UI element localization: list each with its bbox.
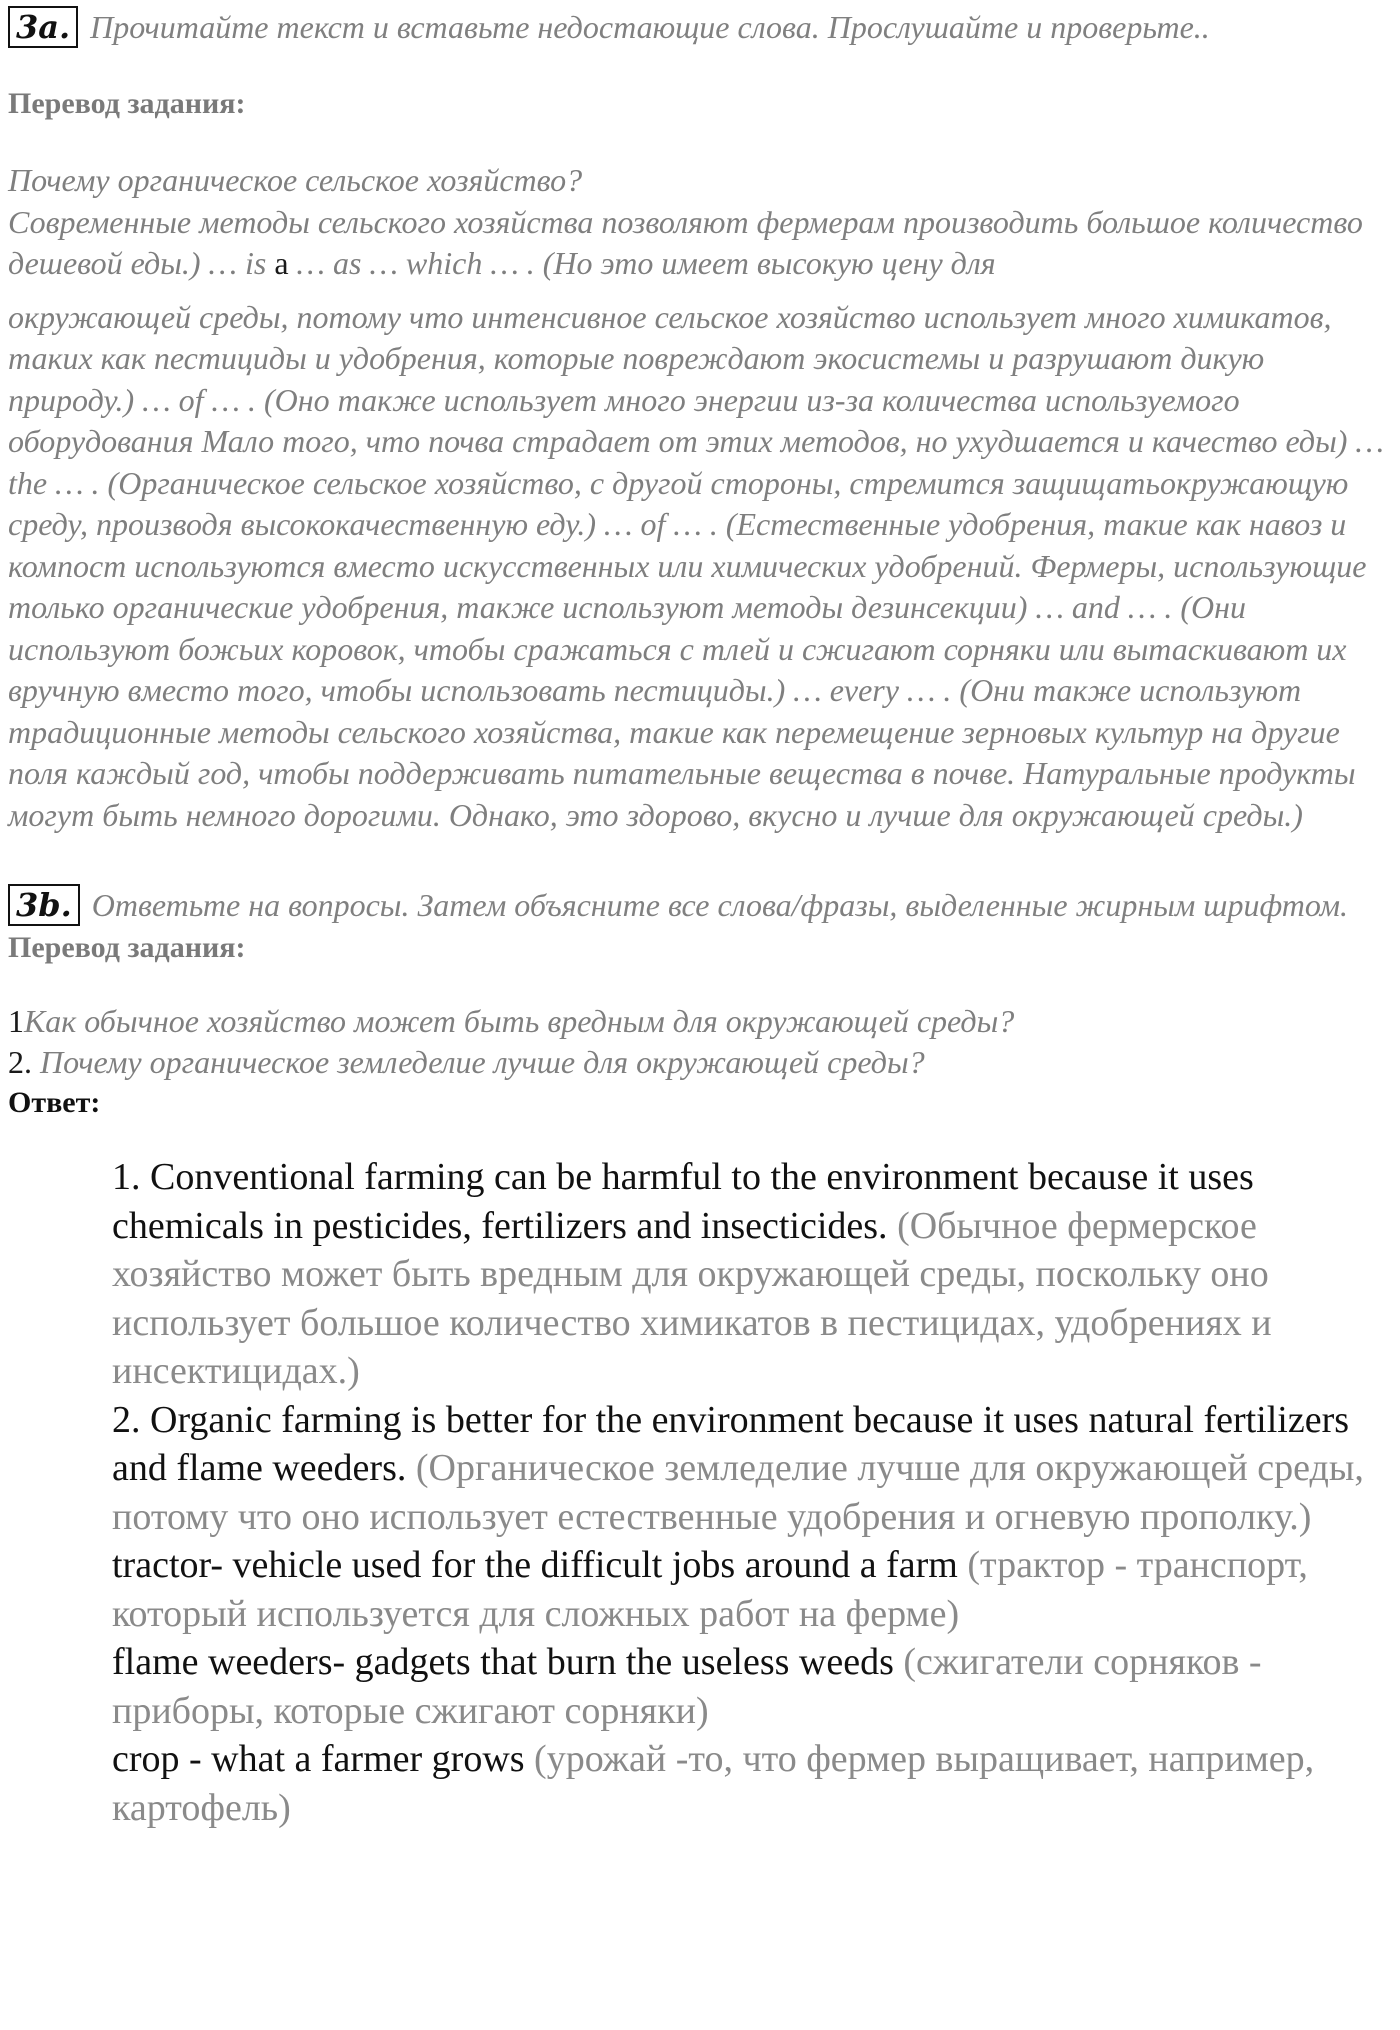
question-2 xyxy=(8,1042,1392,1083)
question-1 xyxy=(8,1001,1392,1042)
answer-label: Ответ: xyxy=(8,1086,101,1119)
task-3b-questions xyxy=(8,1001,1392,1083)
answer-2-ru: (Органическое земледелие лучше для окружающей среды, потому что оно использует естественные удобрения и огневую прополку.) xyxy=(112,1447,1364,1538)
answer-2 xyxy=(112,1396,1382,1542)
task-3a-paragraph-start xyxy=(8,202,1378,285)
task-3b-header xyxy=(8,884,1392,926)
task-3b-translation-label: Перевод задания: xyxy=(8,931,246,964)
definition-tractor-en: tractor- vehicle used for the difficult jobs around a farm xyxy=(112,1544,958,1586)
task-3b-instruction: Ответьте на вопросы. Затем объясните все слова/фразы, выделенные жирным шрифтом. xyxy=(91,887,1349,923)
task-3a-header xyxy=(8,0,1392,48)
question-2-number: 2. xyxy=(8,1044,32,1080)
definition-tractor xyxy=(112,1541,1382,1638)
task-3b-badge: 3b. xyxy=(8,884,80,926)
task-3a-p1: Современные методы сельского хозяйства позволяют фермерам производить большое количество дешевой еды.) … is xyxy=(8,203,1363,281)
task-3a-body: окружающей среды, потому что интенсивное сельское хозяйство использует много химикатов, таких как пестициды и удобрения, которые повреждают экосистемы и разрушают дикую природу.) … of … . (Оно также использует много энергии из-за количества используемого оборудования Мало того, что почва страдает от этих методов, но ухудшается и качество еды) … the … . (Органическое сельское хозяйство, с другой стороны, стремится защищатьокружающую среду, производя высококачественную еду.) … of … . (Естественные удобрения, такие как навоз и компост используются вместо искусственных или химических удобрений. Фермеры, использующие только органические удобрения, также используют методы дезинсекции) … and … . (Они используют божьих коровок, чтобы сражаться с тлей и сжигают сорняки или вытаскивают их вручную вместо того, чтобы использовать пестициды.) … every … . (Они также используют традиционные методы сельского хозяйства, такие как перемещение зерновых культур на другие поля каждый год, чтобы поддерживать питательные вещества в почве. Натуральные продукты могут быть немного дорогими. Однако, это здорово, вкусно и лучше для окружающей среды.) xyxy=(8,298,1384,833)
task-3a-p1-word: a xyxy=(274,245,289,281)
task-3a-title: Почему органическое сельское хозяйство? xyxy=(8,162,583,198)
task-3a-translation-label: Перевод задания: xyxy=(8,87,246,120)
definition-crop-en: crop - what a farmer grows xyxy=(112,1738,525,1780)
task-3a-instruction: Прочитайте текст и вставьте недостающие слова. Прослушайте и проверьте.. xyxy=(90,9,1210,45)
answer-1 xyxy=(112,1153,1382,1396)
definition-flame-weeders xyxy=(112,1638,1382,1735)
question-2-text: Почему органическое земледелие лучше для окружающей среды? xyxy=(32,1044,925,1080)
definition-flame-weeders-ru: (сжигатели сорняков - приборы, которые сжигают сорняки) xyxy=(112,1641,1262,1732)
answers xyxy=(112,1153,1382,1832)
task-3a-p1-end: … as … which … . (Но это имеет высокую цену для xyxy=(288,245,996,281)
answer-2-en: 2. Organic farming is better for the environment because it uses natural fertilizers and flame weeders. xyxy=(112,1398,1350,1489)
definition-crop-ru: (урожай -то, что фермер выращивает, например, картофель) xyxy=(112,1738,1315,1829)
definition-tractor-ru: (трактор - транспорт, который используется для сложных работ на ферме) xyxy=(112,1544,1308,1635)
question-1-number: 1 xyxy=(8,1003,24,1039)
definition-flame-weeders-en: flame weeders- gadgets that burn the useless weeds xyxy=(112,1641,894,1683)
question-1-text: Как обычное хозяйство может быть вредным для окружающей среды? xyxy=(24,1003,1015,1039)
task-3a-badge: 3a. xyxy=(8,6,78,48)
answer-1-en: 1. Conventional farming can be harmful to the environment because it uses chemicals in pesticides, fertilizers and insecticides. xyxy=(112,1156,1254,1247)
definition-crop xyxy=(112,1735,1382,1832)
answer-1-ru: (Обычное фермерское хозяйство может быть вредным для окружающей среды, поскольку оно использует большое количество химикатов в пестицидах, удобрениях и инсектицидах.) xyxy=(112,1204,1272,1392)
task-3a-text xyxy=(8,160,1392,836)
